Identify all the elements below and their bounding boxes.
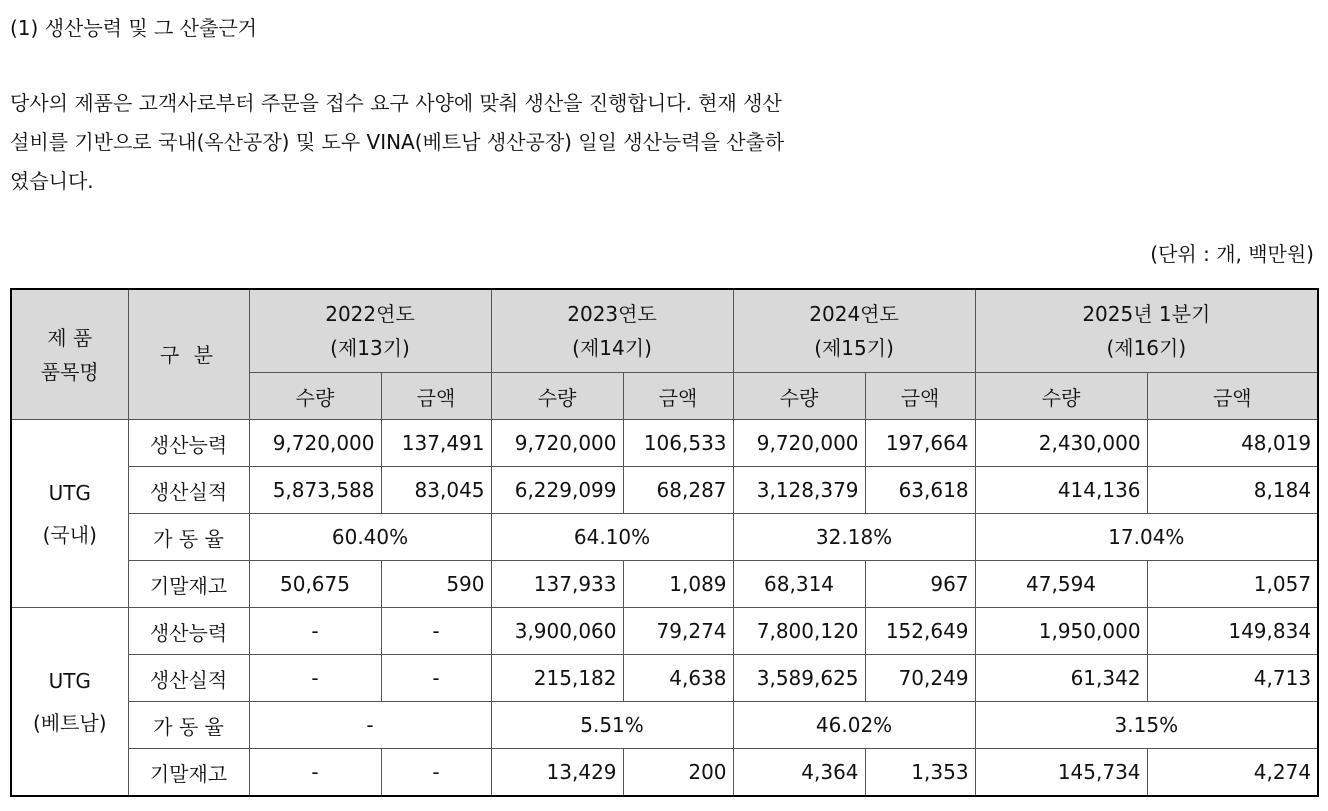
table-cell: 6,229,099 (491, 467, 623, 514)
table-row-domestic-actual (11, 467, 1318, 514)
table-cell: 414,136 (975, 467, 1147, 514)
table-cell: 4,364 (733, 749, 865, 797)
table-cell: - (249, 655, 381, 702)
header-row-periods (11, 289, 1318, 373)
header-qty: 수량 (249, 373, 381, 420)
table-cell: - (249, 749, 381, 797)
table-cell: 2,430,000 (975, 420, 1147, 467)
row-label: 가 동 율 (128, 702, 249, 749)
header-category: 구 분 (128, 289, 249, 420)
table-cell: 47,594 (975, 561, 1147, 608)
table-cell: 83,045 (381, 467, 491, 514)
period-year: 2022연도 (325, 302, 415, 326)
period-term: (제13기) (330, 336, 410, 360)
period-year: 2024연도 (809, 302, 899, 326)
table-cell: 68,287 (623, 467, 733, 514)
header-amount: 금액 (865, 373, 975, 420)
header-qty: 수량 (733, 373, 865, 420)
table-cell: 137,491 (381, 420, 491, 467)
paragraph-line: 설비를 기반으로 국내(옥산공장) 및 도우 VINA(베트남 생산공장) 일일 생산능력을 산출하 (10, 130, 785, 154)
table-cell: 200 (623, 749, 733, 797)
production-capacity-table (10, 288, 1319, 797)
table-row-vietnam-capacity (11, 608, 1318, 655)
utilization-cell: 32.18% (733, 514, 975, 561)
row-label: 가 동 율 (128, 514, 249, 561)
table-cell: 590 (381, 561, 491, 608)
row-label: 생산실적 (128, 655, 249, 702)
table-cell: 63,618 (865, 467, 975, 514)
header-amount: 금액 (381, 373, 491, 420)
header-period-2023 (491, 289, 733, 373)
table-cell: 48,019 (1147, 420, 1318, 467)
table-cell: 152,649 (865, 608, 975, 655)
table-cell: 3,900,060 (491, 608, 623, 655)
utilization-cell: 46.02% (733, 702, 975, 749)
utilization-cell: 3.15% (975, 702, 1318, 749)
table-row-domestic-utilization (11, 514, 1318, 561)
table-cell: 5,873,588 (249, 467, 381, 514)
table-row-domestic-capacity (11, 420, 1318, 467)
table-cell: - (381, 608, 491, 655)
section-heading: (1) 생산능력 및 그 산출근거 (10, 16, 257, 40)
period-term: (제15기) (814, 336, 894, 360)
table-cell: 50,675 (249, 561, 381, 608)
header-qty: 수량 (491, 373, 623, 420)
period-year: 2025년 1분기 (1082, 302, 1211, 326)
table-row-vietnam-utilization (11, 702, 1318, 749)
table-cell: 106,533 (623, 420, 733, 467)
header-amount: 금액 (1147, 373, 1318, 420)
utilization-cell: 17.04% (975, 514, 1318, 561)
table-cell: 1,089 (623, 561, 733, 608)
table-cell: 79,274 (623, 608, 733, 655)
product-name-vietnam (11, 608, 128, 797)
utilization-cell: 64.10% (491, 514, 733, 561)
table-cell: - (249, 608, 381, 655)
table-cell: 9,720,000 (733, 420, 865, 467)
header-amount: 금액 (623, 373, 733, 420)
product-name-line2: (베트남) (32, 710, 107, 735)
product-name-line1: UTG (48, 480, 91, 505)
table-cell: 967 (865, 561, 975, 608)
table-cell: 7,800,120 (733, 608, 865, 655)
table-cell: - (381, 749, 491, 797)
header-qty: 수량 (975, 373, 1147, 420)
table-cell: 215,182 (491, 655, 623, 702)
table-cell: 3,589,625 (733, 655, 865, 702)
header-period-2024 (733, 289, 975, 373)
table-cell: 149,834 (1147, 608, 1318, 655)
unit-note: (단위 : 개, 백만원) (1150, 242, 1314, 266)
row-label: 기말재고 (128, 561, 249, 608)
header-product-line2: 품목명 (40, 359, 99, 384)
table-cell: 4,274 (1147, 749, 1318, 797)
header-product (11, 289, 128, 420)
period-year: 2023연도 (567, 302, 657, 326)
table-row-vietnam-inventory (11, 749, 1318, 797)
table-cell: 68,314 (733, 561, 865, 608)
table-cell: 8,184 (1147, 467, 1318, 514)
header-product-line1: 제 품 (47, 325, 93, 350)
header-period-2022 (249, 289, 491, 373)
table-cell: 3,128,379 (733, 467, 865, 514)
table-cell: 4,638 (623, 655, 733, 702)
row-label: 생산실적 (128, 467, 249, 514)
table-cell: 197,664 (865, 420, 975, 467)
utilization-cell: - (249, 702, 491, 749)
table-cell: - (381, 655, 491, 702)
table-cell: 9,720,000 (249, 420, 381, 467)
table-row-domestic-inventory (11, 561, 1318, 608)
utilization-cell: 5.51% (491, 702, 733, 749)
table-cell: 9,720,000 (491, 420, 623, 467)
utilization-cell: 60.40% (249, 514, 491, 561)
paragraph-line: 당사의 제품은 고객사로부터 주문을 접수 요구 사양에 맞춰 생산을 진행합니다. 현재 생산 (10, 91, 782, 115)
table-cell: 145,734 (975, 749, 1147, 797)
table-row-vietnam-actual (11, 655, 1318, 702)
table-cell: 4,713 (1147, 655, 1318, 702)
product-name-domestic (11, 420, 128, 608)
row-label: 생산능력 (128, 420, 249, 467)
period-term: (제16기) (1106, 336, 1187, 360)
table-cell: 1,057 (1147, 561, 1318, 608)
period-term: (제14기) (572, 336, 652, 360)
table-cell: 1,353 (865, 749, 975, 797)
header-period-2025q1 (975, 289, 1318, 373)
table-cell: 13,429 (491, 749, 623, 797)
row-label: 기말재고 (128, 749, 249, 797)
product-name-line1: UTG (48, 668, 91, 693)
description-paragraph (10, 84, 970, 201)
table-cell: 61,342 (975, 655, 1147, 702)
table-cell: 70,249 (865, 655, 975, 702)
paragraph-line: 였습니다. (10, 169, 94, 193)
table-cell: 137,933 (491, 561, 623, 608)
product-name-line2: (국내) (42, 522, 97, 547)
row-label: 생산능력 (128, 608, 249, 655)
table-cell: 1,950,000 (975, 608, 1147, 655)
